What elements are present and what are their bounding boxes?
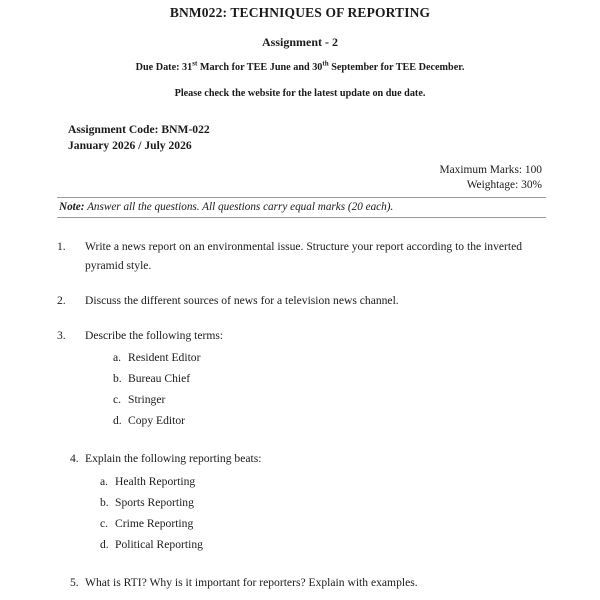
weightage: Weightage: 30% (466, 178, 542, 191)
assignment-number-heading: Assignment - 2 (261, 34, 338, 49)
sub-item-letter: d. (100, 538, 109, 552)
sub-item (100, 472, 600, 491)
note-body: Answer all the questions. All questions carry equal marks (20 each). (84, 201, 394, 214)
marks-block (0, 155, 600, 194)
question-sub-list (100, 472, 600, 554)
question-text: Discuss the different sources of news for a television news channel. (85, 293, 399, 307)
assignment-meta-block (0, 100, 600, 155)
sub-item (113, 369, 600, 388)
question-text: What is RTI? Why is it important for reporters? Explain with examples. (85, 576, 418, 590)
question-text: Write a news report on an environmental issue. Structure your report according to the inverted pyramid style. (85, 240, 523, 272)
note-label: Note: (59, 201, 85, 214)
website-update-note: Please check the website for the latest update on due date. (174, 87, 426, 99)
question-number: 1. (57, 240, 66, 254)
question-number: 2. (57, 293, 66, 307)
due-date-prefix: Due Date: 31 (135, 62, 193, 74)
questions-list (0, 218, 600, 593)
sub-item-letter: b. (100, 496, 109, 510)
question-sub-list (113, 348, 600, 430)
sub-item-label: Political Reporting (115, 538, 203, 552)
sub-item-label: Health Reporting (115, 475, 196, 489)
sub-item-label: Copy Editor (128, 414, 186, 428)
question-item (0, 327, 600, 431)
sub-item (100, 535, 600, 554)
question-text: Explain the following reporting beats: (85, 452, 262, 466)
question-number: 5. (70, 576, 79, 590)
due-date-ordinal-first: st (192, 59, 198, 68)
sub-item-label: Bureau Chief (128, 372, 191, 386)
sub-item-label: Crime Reporting (115, 517, 194, 531)
sub-item-letter: b. (113, 372, 122, 386)
due-date-ordinal-second: th (322, 59, 329, 68)
sub-item (100, 514, 600, 533)
page-title: BNM022: TECHNIQUES OF REPORTING (169, 5, 431, 20)
sub-item (100, 493, 600, 512)
question-item (0, 292, 600, 311)
due-date-middle: March for TEE June and 30 (197, 62, 323, 74)
sub-item-letter: c. (100, 517, 109, 531)
question-text: Describe the following terms: (85, 328, 224, 342)
sub-item (113, 390, 600, 409)
question-item (0, 450, 600, 554)
note-text (57, 200, 546, 215)
sub-item-letter: d. (113, 414, 122, 428)
sub-item-letter: a. (113, 351, 122, 365)
sub-item-letter: c. (113, 393, 122, 407)
assignment-session: January 2026 / July 2026 (68, 139, 192, 153)
question-item (0, 238, 600, 276)
question-number: 3. (57, 328, 66, 342)
due-date-suffix: September for TEE December. (328, 62, 465, 74)
sub-item-letter: a. (100, 475, 109, 489)
note-band (57, 197, 546, 218)
question-number: 4. (70, 452, 79, 466)
sub-item (113, 411, 600, 430)
assignment-code: Assignment Code: BNM-022 (68, 122, 210, 136)
sub-item-label: Sports Reporting (115, 496, 194, 510)
maximum-marks: Maximum Marks: 100 (439, 163, 542, 176)
sub-item-label: Stringer (128, 393, 166, 407)
question-item (0, 574, 600, 593)
due-date-line (0, 49, 600, 74)
sub-item-label: Resident Editor (128, 351, 201, 365)
sub-item (113, 348, 600, 367)
